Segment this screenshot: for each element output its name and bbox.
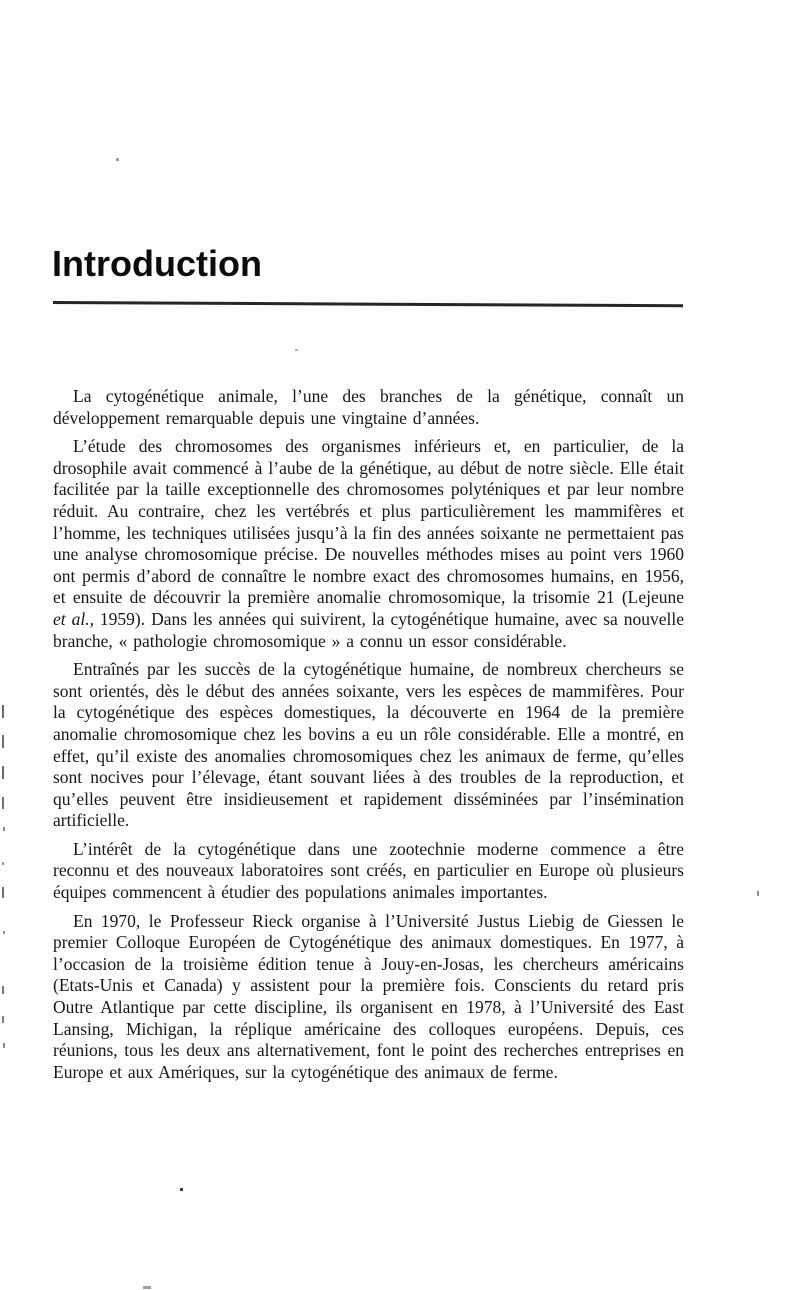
scan-speck — [143, 1286, 151, 1289]
scan-speck — [180, 1188, 183, 1191]
paragraph-4: L’intérêt de la cytogénétique dans une zootechnie moderne commence a être reconnu et des nouveaux laboratoires sont créés, en particulier en Europe où plusieurs équipes commencent à étudier des populations animales importantes. — [53, 838, 684, 903]
paragraph-2-text: L’étude des chromosomes des organismes inférieurs et, en particulier, de la drosophile avait commencé à l’aube de la génétique, au début de notre siècle. Elle était facilitée par la taille exceptionnelle des chromosomes polyténiques et par leur nombre réduit. Au contraire, chez les vertébrés et plus particulièrement les mammifères et l’homme, les techniques utilisées jusqu’à la fin des années soixante ne permettaient pas une analyse chromosomique précise. De nouvelles méthodes mises au point vers 1960 ont permis d’abord de connaître le nombre exact des chromosomes humains, en 1956, et ensuite de découvrir la première anomalie chromosomique, la trisomie 21 (Lejeune — [53, 436, 684, 608]
margin-mark — [2, 986, 4, 994]
paragraph-1: La cytogénétique animale, l’une des branches de la génétique, connaît un développement remarquable depuis une vingtaine d’années. — [53, 386, 684, 428]
et-al-citation: et al., — [53, 608, 94, 629]
title-rule — [53, 301, 683, 307]
paragraph-3: Entraînés par les succès de la cytogénétique humaine, de nombreux chercheurs se sont orientés, dès le début des années soixante, vers les espèces de mammifères. Pour la cytogénétique des espèces domestiques, la découverte en 1964 de la première anomalie chromosomique chez les bovins a eu un rôle considérable. Elle a montré, en effet, qu’il existe des anomalies chromosomiques chez les animaux de ferme, qu’elles sont nocives pour l’élevage, étant souvant liées à des troubles de la reproduction, et qu’elles peuvent être insidieusement et rapidement disséminées par l’insémination artificielle. — [53, 659, 684, 831]
paragraph-5: En 1970, le Professeur Rieck organise à l’Université Justus Liebig de Giessen le premier Colloque Européen de Cytogénétique des animaux domestiques. En 1977, à l’occasion de la troisième édition tenue à Jouy-en-Josas, les chercheurs américains (Etats-Unis et Canada) y assistent pour la première fois. Conscients du retard pris Outre Atlantique par cette discipline, ils organisent en 1978, à l’Université des East Lansing, Michigan, la réplique américaine des colloques européens. Depuis, ces réunions, tous les deux ans alternativement, font le point des recherches entreprises en Europe et aux Amériques, sur la cytogénétique des animaux de ferme. — [53, 910, 684, 1082]
margin-mark — [2, 797, 4, 809]
page-title: Introduction — [52, 243, 262, 284]
paragraph-2-continuation: 1959). Dans les années qui suivirent, la cytogénétique humaine, avec sa nouvelle branche, « pathologie chromosomique » a connu un essor considérable. — [53, 608, 684, 651]
body-text — [53, 386, 684, 1090]
margin-mark — [3, 1043, 5, 1048]
scan-speck — [116, 158, 119, 161]
paragraph-2 — [53, 436, 684, 652]
margin-mark — [2, 1016, 4, 1023]
margin-mark — [3, 827, 5, 831]
scan-speck — [295, 349, 298, 351]
margin-mark — [2, 862, 4, 865]
margin-mark — [3, 931, 5, 934]
margin-mark — [2, 766, 4, 779]
scan-speck — [757, 891, 759, 896]
margin-mark — [2, 887, 4, 898]
margin-mark — [2, 735, 4, 748]
margin-mark — [2, 705, 4, 718]
